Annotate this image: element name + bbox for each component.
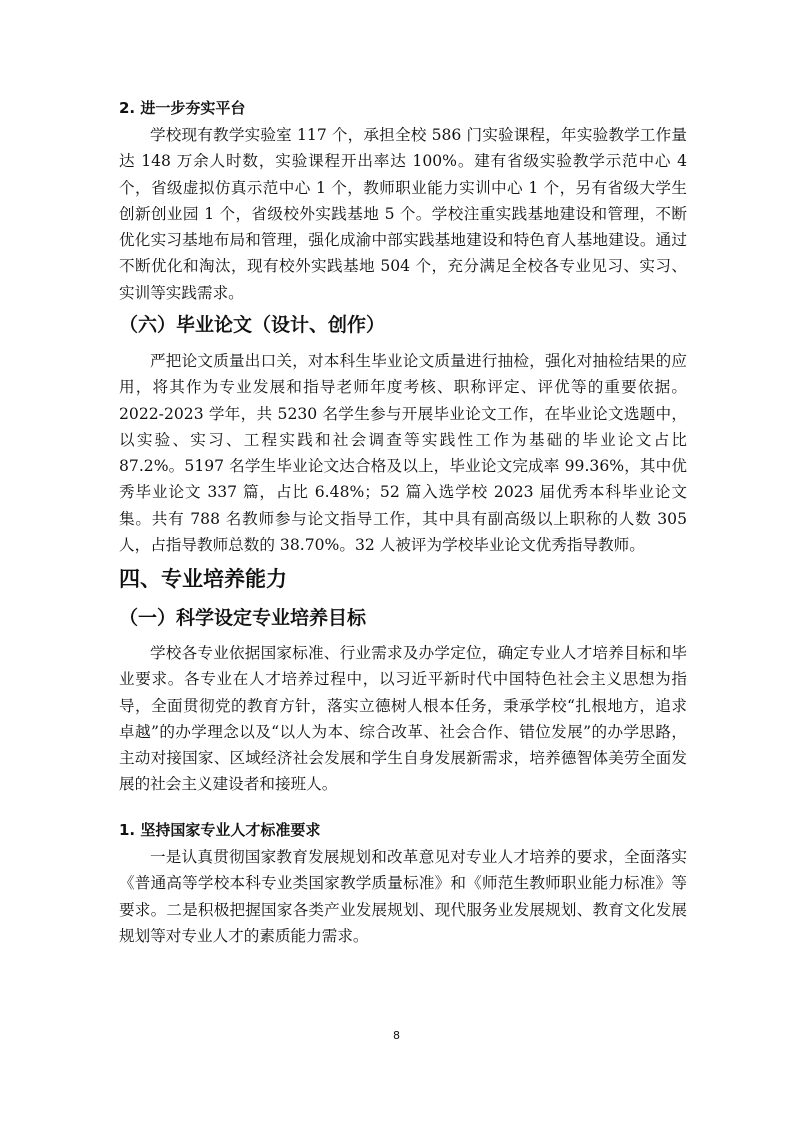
- platform-paragraph: 学校现有教学实验室 117 个，承担全校 586 门实验课程，年实验教学工作量达 148 万余人时数，实验课程开出率达 100%。建有省级实验教学示范中心 4 个，省级虚拟仿真示范中心 1 个，教师职业能力实训中心 1 个，另有省级大学生创新创业园 1 个，省级校外实践基地 5 个。学校注重实践基地建设和管理，不断优化实习基地布局和管理，强化成渝中部实践基地建设和特色育人基地建设。通过不断优化和淘汰，现有校外实践基地 504 个，充分满足全校各专业见习、实习、实训等实践需求。: [119, 126, 687, 302]
- goals-paragraph: 学校各专业依据国家标准、行业需求及办学定位，确定专业人才培养目标和毕业要求。各专业在人才培养过程中，以习近平新时代中国特色社会主义思想为指导，全面贯彻党的教育方针，落实立德树人根本任务，秉承学校“扎根地方，追求卓越”的办学理念以及“以人为本、综合改革、社会合作、错位发展”的办学思路，主动对接国家、区域经济社会发展和学生自身发展新需求，培养德智体美劳全面发展的社会主义建设者和接班人。: [119, 644, 687, 794]
- platform-heading: 2. 进一步夯实平台: [119, 99, 246, 117]
- standards-paragraph: 一是认真贯彻国家教育发展规划和改革意见对专业人才培养的要求，全面落实《普通高等学校本科专业类国家教学质量标准》和《师范生教师职业能力标准》等要求。二是积极把握国家各类产业发展规划、现代服务业发展规划、教育文化发展规划等对专业人才的素质能力需求。: [119, 848, 687, 945]
- goals-heading: （一）科学设定专业培养目标: [119, 607, 367, 629]
- thesis-paragraph: 严把论文质量出口关，对本科生毕业论文质量进行抽检，强化对抽检结果的应用，将其作为专业发展和指导老师年度考核、职称评定、评优等的重要依据。2022-2023 学年，共 5230 名学生参与开展毕业论文工作，在毕业论文选题中，以实验、实习、工程实践和社会调查等实践性工作为基础的毕业论文占比 87.2%。5197 名学生毕业论文达合格及以上，毕业论文完成率 99.36%，其中优秀毕业论文 337 篇，占比 6.48%；52 篇入选学校 2023 届优秀本科毕业论文集。共有 788 名教师参与论文指导工作，其中具有副高级以上职称的人数 305 人，占指导教师总数的 38.70%。32 人被评为学校毕业论文优秀指导教师。: [119, 352, 687, 555]
- chapter-heading: 四、专业培养能力: [119, 567, 287, 591]
- thesis-heading: （六）毕业论文（设计、创作）: [119, 314, 386, 336]
- page-number: 8: [393, 1029, 400, 1042]
- standards-heading: 1. 坚持国家专业人才标准要求: [119, 821, 321, 839]
